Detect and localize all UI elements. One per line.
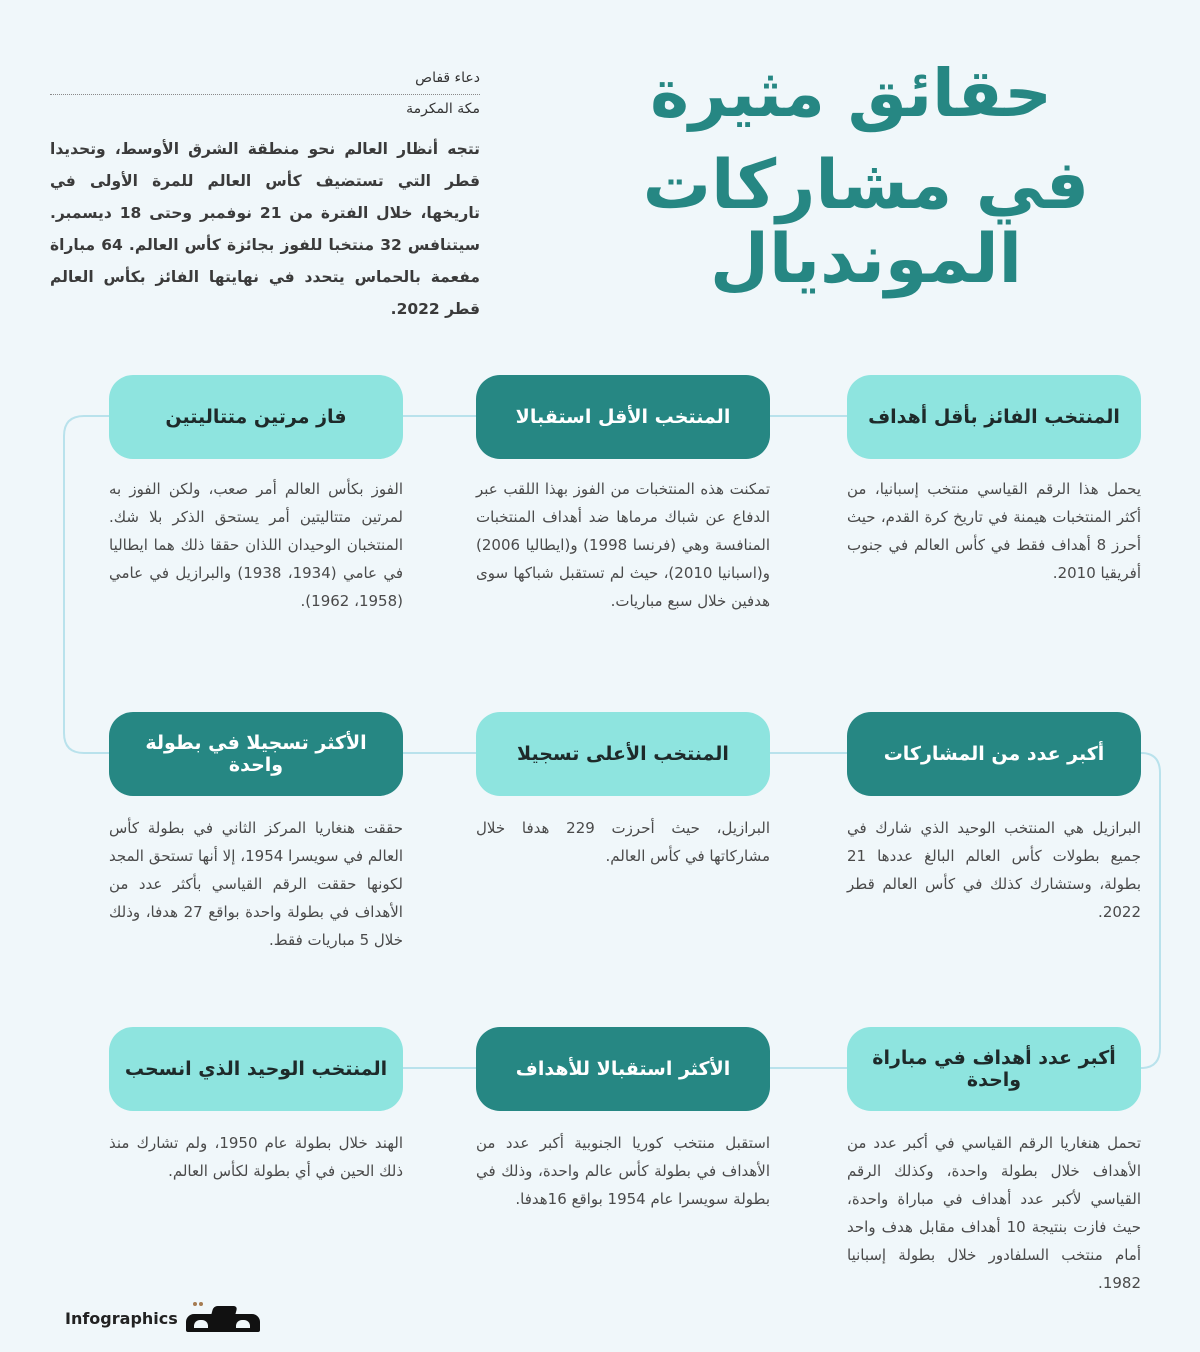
card-body-most-appearances: البرازيل هي المنتخب الوحيد الذي شارك في جميع بطولات كأس العالم البالغ عددها 21 بطولة، وستشارك كذلك في كأس العالم قطر 2022. [847,819,1141,921]
card-title-only-withdrawn-team: المنتخب الوحيد الذي انسحب [109,1027,403,1111]
card-title-least-conceded: المنتخب الأقل استقبالا [476,375,770,459]
card-title-most-goals-single-match: أكبر عدد أهداف في مباراة واحدة [847,1027,1141,1111]
dateline-location: مكة المكرمة [406,101,480,117]
card-body-least-conceded: تمكنت هذه المنتخبات من الفوز بهذا اللقب عبر الدفاع عن شباك مرماها ضد أهداف المنتخبات المنافسة وهي (فرنسا 1998) و(ايطاليا 2006) و(اسبانيا 2010)، حيث لم تستقبل شباكها سوى هدفين خلال سبع مباريات. [476,480,770,610]
card-title-top-scoring-team: المنتخب الأعلى تسجيلا [476,712,770,796]
makkah-logo-icon [186,1304,260,1332]
card-body-only-withdrawn-team: الهند خلال بطولة عام 1950، ولم تشارك منذ ذلك الحين في أي بطولة لكأس العالم. [109,1134,403,1180]
card-title-back-to-back-wins: فاز مرتين متتاليتين [109,375,403,459]
intro-section [50,70,480,325]
card-title-fewest-goals-winner: المنتخب الفائز بأقل أهداف [847,375,1141,459]
card-body-most-conceded: استقبل منتخب كوريا الجنوبية أكبر عدد من الأهداف في بطولة كأس عالم واحدة، وذلك في بطولة سويسرا عام 1954 بواقع 16هدفا. [476,1134,770,1208]
intro-paragraph: تتجه أنظار العالم نحو منطقة الشرق الأوسط، وتحديدا قطر التي تستضيف كأس العالم للمرة الأولى في تاريخها، خلال الفترة من 21 نوفمبر وحتى 18 ديسمبر. سيتنافس 32 منتخبا للفوز بجائزة كأس العالم. 64 مباراة مفعمة بالحماس يتحدد في نهايتها الفائز بكأس العالم قطر 2022. [50,140,481,318]
author-byline: دعاء قفاص [50,70,480,95]
card-title-most-goals-single-tournament: الأكثر تسجيلا في بطولة واحدة [109,712,403,796]
page-title-line2: في مشاركات المونديال [642,145,1090,300]
card-title-most-appearances: أكبر عدد من المشاركات [847,712,1141,796]
footer-brand [65,1304,260,1332]
page-title-line1: حقائق مثيرة [650,55,1052,132]
infographics-label: Infographics [65,1308,178,1328]
card-body-most-goals-single-tournament: حققت هنغاريا المركز الثاني في بطولة كأس العالم في سويسرا 1954، إلا أنها تستحق المجد لكونها حققت الرقم القياسي بأكثر عدد من الأهداف في بطولة واحدة بواقع 27 هدفا، وذلك خلال 5 مباريات فقط. [109,819,403,949]
card-body-fewest-goals-winner: يحمل هذا الرقم القياسي منتخب إسبانيا، من أكثر المنتخبات هيمنة في تاريخ كرة القدم، حيث أحرز 8 أهداف فقط في كأس العالم في جنوب أفريقيا 2010. [847,480,1141,582]
card-body-top-scoring-team: البرازيل، حيث أحرزت 229 هدفا خلال مشاركاتها في كأس العالم. [476,819,770,865]
connector-right-loop [1141,753,1160,1068]
card-title-most-conceded: الأكثر استقبالا للأهداف [476,1027,770,1111]
connector-left-loop [64,416,109,753]
card-body-back-to-back-wins: الفوز بكأس العالم أمر صعب، ولكن الفوز به لمرتين متتاليتين أمر يستحق الذكر بلا شك. المنتخبان الوحيدان اللذان حققا ذلك هما ايطاليا في عامي (1934، 1938) والبرازيل في عامي (1958، 1962). [109,480,403,610]
card-body-most-goals-single-match: تحمل هنغاريا الرقم القياسي في أكبر عدد من الأهداف خلال بطولة واحدة، وكذلك الرقم القياسي لأكبر عدد أهداف في مباراة واحدة، حيث فازت بنتيجة 10 أهداف مقابل هدف واحد أمام منتخب السلفادور خلال بطولة إسبانيا 1982. [847,1134,1141,1292]
title-block [556,55,1176,300]
